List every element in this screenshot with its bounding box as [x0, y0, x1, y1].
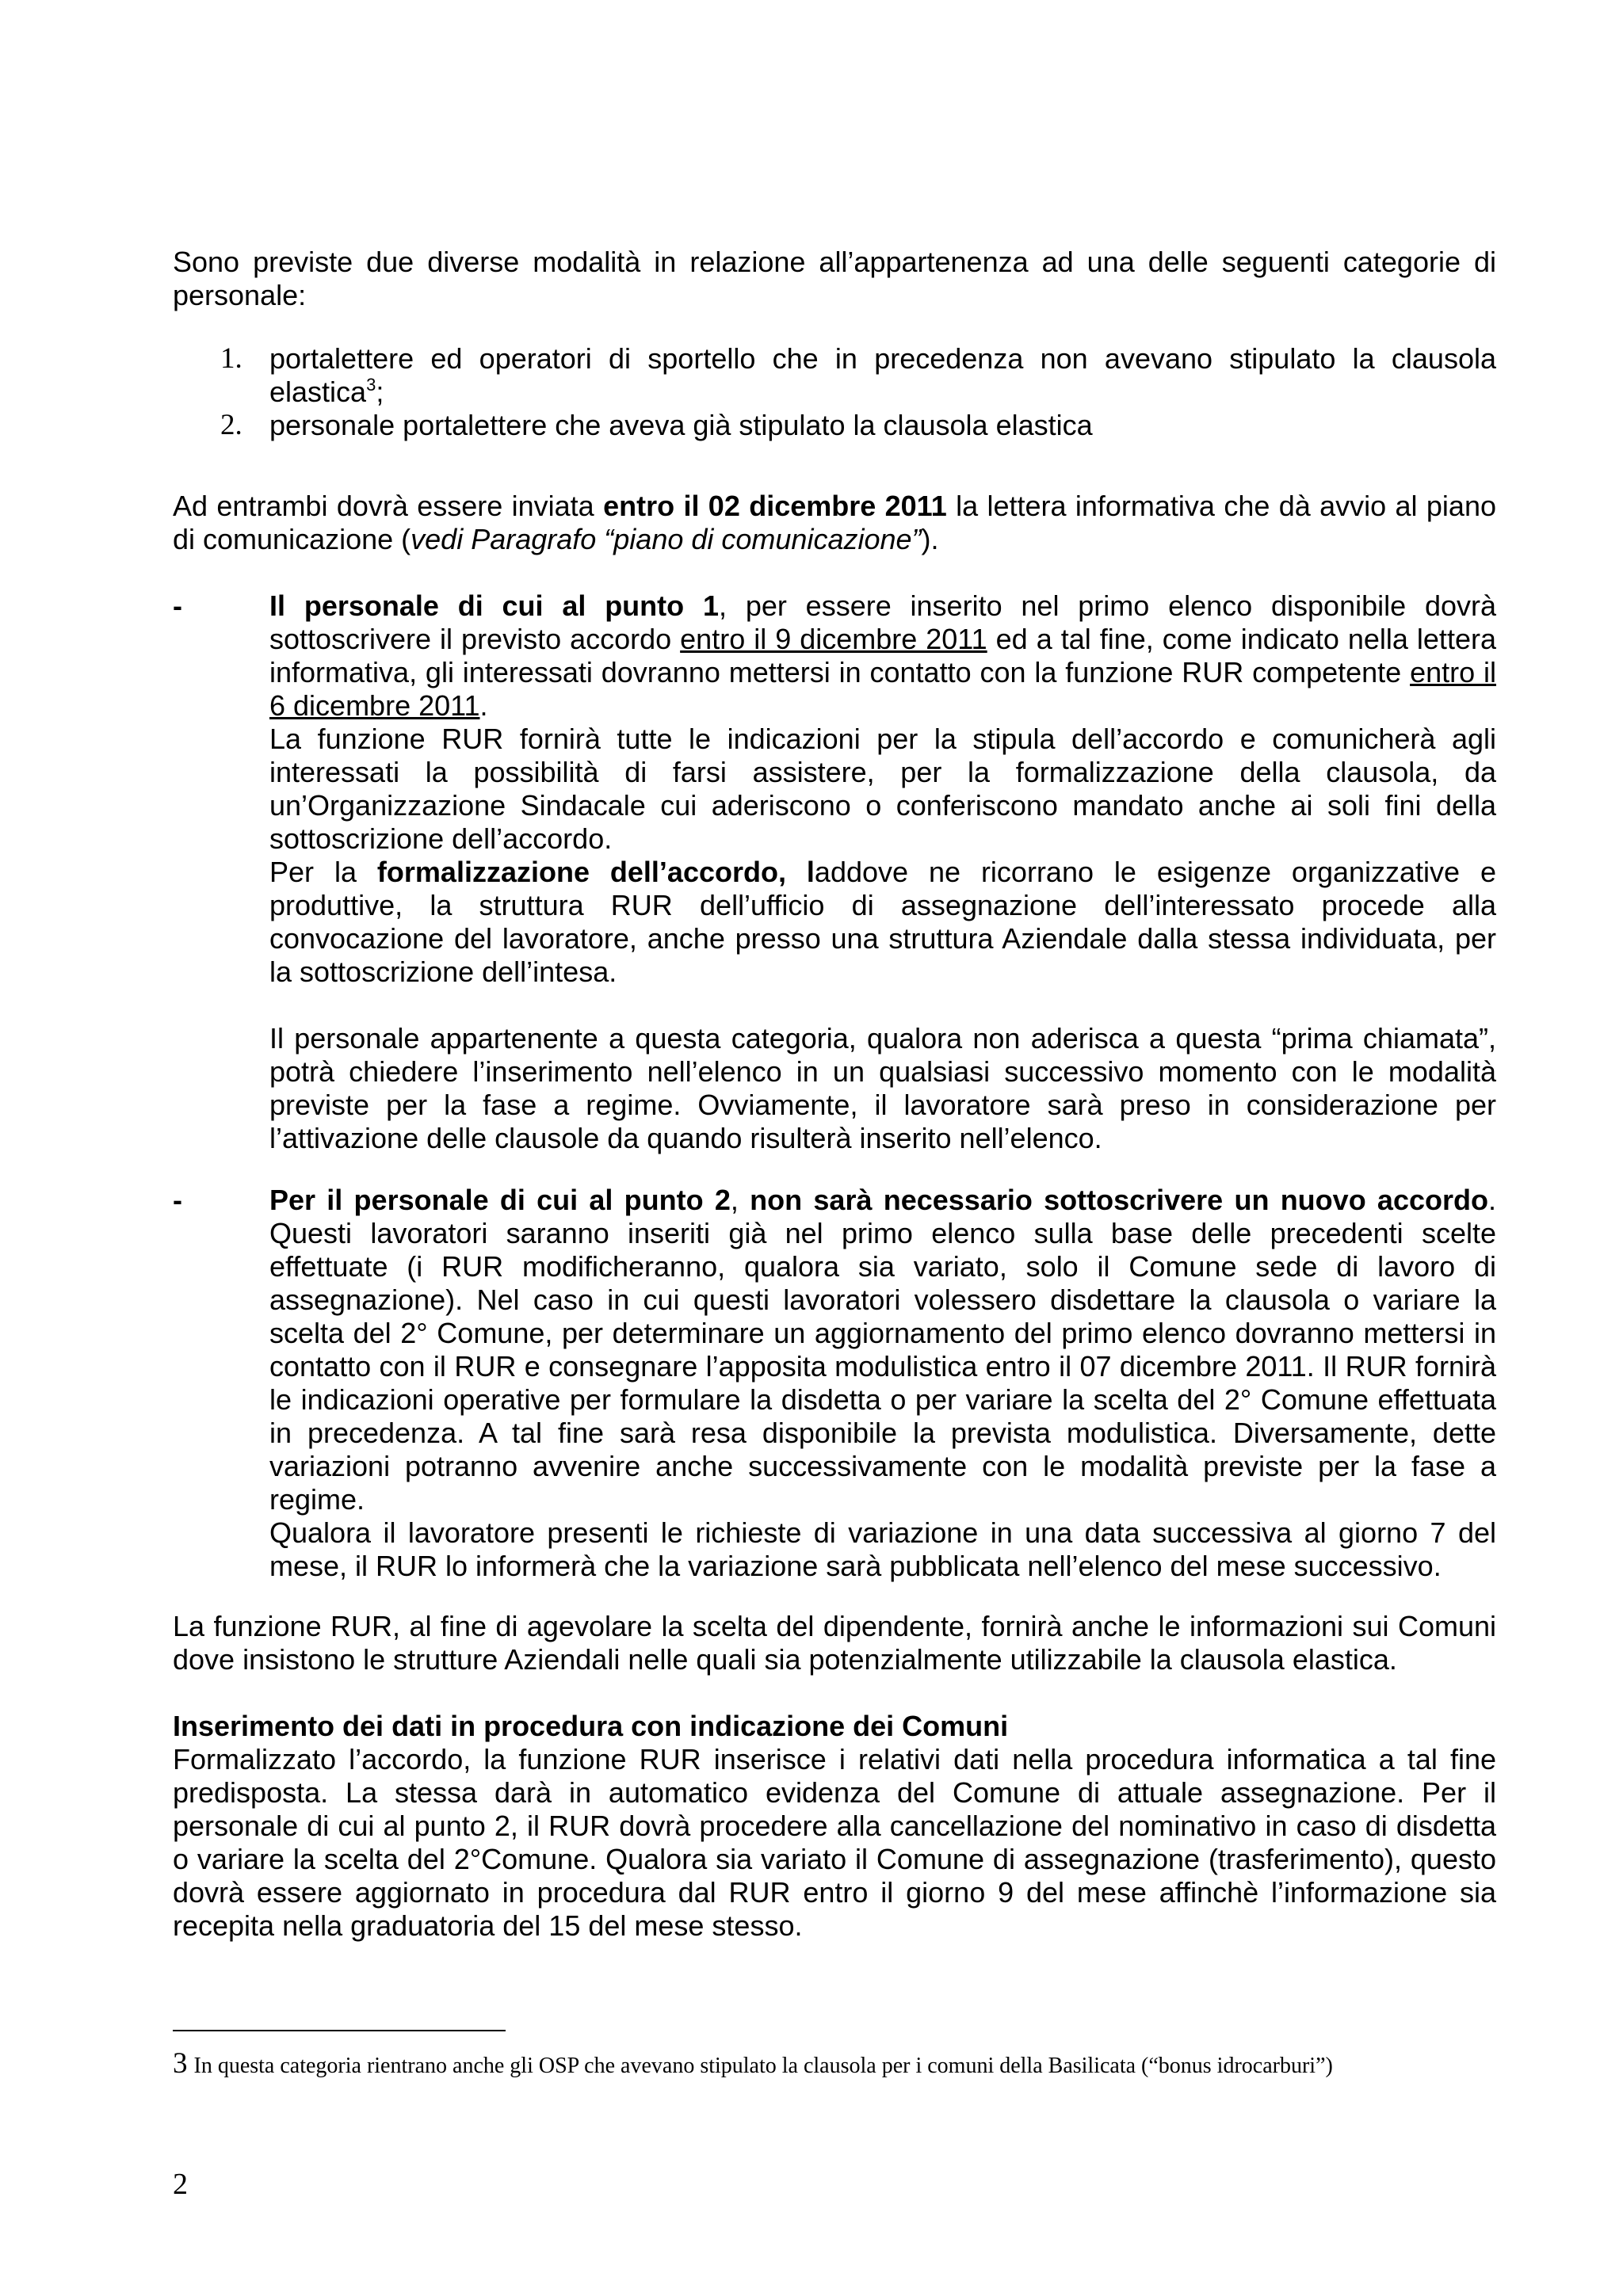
paragraph-reference: vedi Paragrafo “piano di comunicazione”: [411, 523, 922, 555]
text-run: Per la: [269, 856, 377, 888]
bullet-dash: -: [173, 1184, 182, 1216]
deadline-paragraph: [173, 490, 1496, 556]
list-number: 2.: [220, 409, 242, 441]
footnote-ref[interactable]: 3: [366, 375, 376, 395]
text-run: ed a tal fine, come indicato nella lettera informativa, gli interessati dovranno mettersi in contatto con la funzione RUR competente: [269, 623, 1496, 688]
list-item-text: portalettere ed operatori di sportello che in precedenza non avevano stipulato la clausola elastica: [269, 342, 1496, 408]
bullet-body: [269, 1184, 1496, 1583]
text-run: Ad entrambi dovrà essere inviata: [173, 490, 604, 522]
bullet-body: [269, 589, 1496, 1155]
text-run: la lettera informativa che dà avvio al piano di comunicazione (: [173, 490, 1496, 555]
list-item: [190, 342, 1496, 409]
bullet-dash: -: [173, 589, 182, 622]
intro-paragraph: Sono previste due diverse modalità in relazione all’appartenenza ad una delle seguenti categorie di personale:: [173, 246, 1496, 311]
procedure-paragraph: Formalizzato l’accordo, la funzione RUR inserisce i relativi dati nella procedura informatica a tal fine predisposta. La stessa darà in automatico evidenza del Comune di attuale assegnazione. Per il personale di cui al punto 2, il RUR dovrà procedere alla cancellazione del nominativo in caso di disdetta o variare la scelta del 2°Comune. Qualora sia variato il Comune di assegnazione (trasferimento), questo dovrà essere aggiornato in procedura dal RUR entro il giorno 9 del mese affinchè l’informazione sia recepita nella graduatoria del 15 del mese stesso.: [173, 1743, 1496, 1942]
underlined-date: entro il 9 dicembre 2011: [680, 623, 987, 655]
category-list: [190, 342, 1496, 442]
list-item-end: ;: [376, 376, 384, 408]
text-run: . Questi lavoratori saranno inseriti già nel primo elenco sulla base delle precedenti scelte effettuate (i RUR modificheranno, qualora sia variato, solo il Comune sede di lavoro di assegnazione). Nel caso in cui questi lavoratori volessero disdettare la clausola o variare la scelta del 2° Comune, per determinare un aggiornamento del primo elenco dovranno mettersi in contatto con il RUR e consegnare l’apposita modulistica entro il 07 dicembre 2011. Il RUR fornirà le indicazioni operative per formulare la disdetta o per variare la scelta del 2° Comune effettuata in precedenza. A tal fine sarà resa disponibile la prevista modulistica. Diversamente, dette variazioni potranno avvenire anche successivamente con le modalità previste per la fase a regime.: [269, 1184, 1496, 1516]
bold-text: non sarà necessario sottoscrivere un nuovo accordo: [750, 1184, 1488, 1216]
bullet-paragraph: [269, 856, 1496, 989]
footnote-number: 3: [173, 2047, 188, 2080]
bold-text: Il personale di cui al punto 1: [269, 589, 719, 622]
text-run: .: [479, 689, 488, 722]
text-run: addove ne ricorrano le esigenze organizzative e produttive, la struttura RUR dell’ufficio di assegnazione dell’interessato procede alla convocazione del lavoratore, anche presso una struttura Aziendale dalla stessa individuata, per la sottoscrizione dell’intesa.: [269, 856, 1497, 988]
footnote-text: In questa categoria rientrano anche gli OSP che avevano stipulato la clausola per i comuni della Basilicata (“bonus idrocarburi”): [193, 2054, 1333, 2078]
deadline-date: entro il 02 dicembre 2011: [603, 490, 947, 522]
bullet-paragraph: Il personale appartenente a questa categoria, qualora non aderisca a questa “prima chiamata”, potrà chiedere l’inserimento nell’elenco in un qualsiasi successivo momento con le modalità previste per la fase a regime. Ovviamente, il lavoratore sarà preso in considerazione per l’attivazione delle clausole da quando risulterà inserito nell’elenco.: [269, 1022, 1496, 1154]
list-item-text: personale portalettere che aveva già stipulato la clausola elastica: [269, 409, 1093, 441]
text-run: ).: [921, 523, 939, 555]
bullet-paragraph: [269, 1184, 1496, 1516]
list-item: [190, 409, 1496, 442]
bold-text: Per il personale di cui al punto 2: [269, 1184, 731, 1216]
bullet-paragraph: Qualora il lavoratore presenti le richieste di variazione in una data successiva al giorno 7 del mese, il RUR lo informerà che la variazione sarà pubblicata nell’elenco del mese successivo.: [269, 1516, 1496, 1582]
underlined-date: entro il 6 dicembre 2011: [269, 656, 1496, 722]
bullet-paragraph: [269, 589, 1496, 723]
bullet-paragraph: La funzione RUR fornirà tutte le indicazioni per la stipula dell’accordo e comunicherà agli interessati la possibilità di farsi assistere, per la formalizzazione della clausola, da un’Organizzazione Sindacale cui aderiscono o conferiscono mandato anche ai soli fini della sottoscrizione dell’accordo.: [269, 723, 1496, 855]
footnote-separator: [173, 2030, 506, 2031]
bold-text: formalizzazione dell’accordo, l: [376, 856, 815, 888]
text-run: ,: [730, 1184, 750, 1216]
page-number: 2: [173, 2168, 188, 2201]
list-number: 1.: [220, 342, 242, 375]
text-run: , per essere inserito nel primo elenco disponibile dovrà sottoscrivere il previsto accordo: [269, 589, 1497, 655]
rur-paragraph: La funzione RUR, al fine di agevolare la scelta del dipendente, fornirà anche le informazioni sui Comuni dove insistono le strutture Aziendali nelle quali sia potenzialmente utilizzabile la clausola elastica.: [173, 1610, 1496, 1676]
section-heading: Inserimento dei dati in procedura con indicazione dei Comuni: [173, 1710, 1009, 1742]
footnote: [173, 2048, 1520, 2082]
